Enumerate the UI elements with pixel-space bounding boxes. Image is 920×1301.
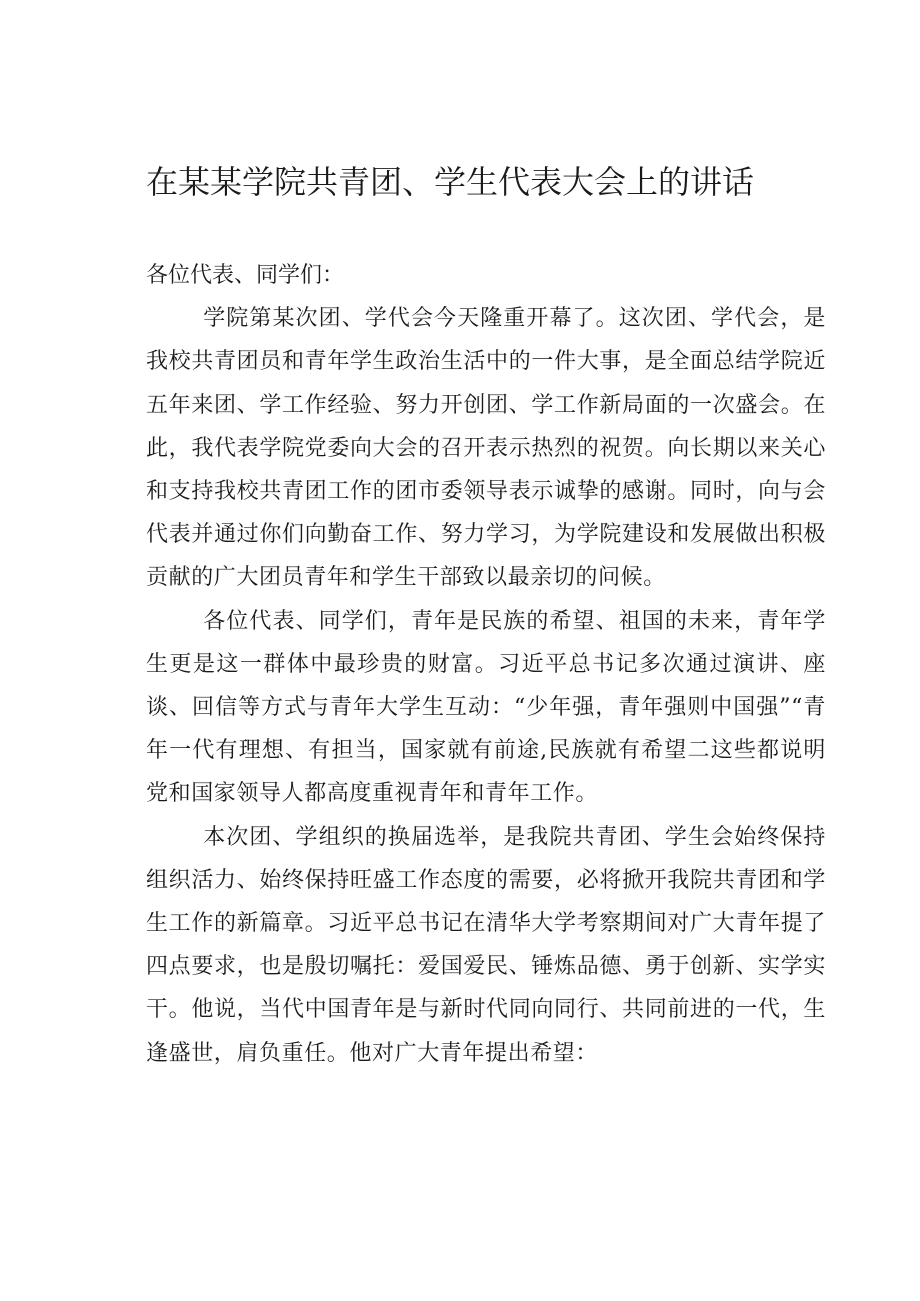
paragraph-2: 各位代表、同学们，青年是民族的希望、祖国的未来，青年学生更是这一群体中最珍贵的财富。习近平总书记多次通过演讲、座谈、回信等方式与青年大学生互动：“少年强，青年强则中国强”“青年一代有理想、有担当，国家就有前途,民族就有希望二这些都说明党和国家领导人都高度重视青年和青年工作。 [146,608,826,807]
document-title: 在某某学院共青团、学生代表大会上的讲话 [146,163,755,201]
paragraph-3: 本次团、学组织的换届选举，是我院共青团、学生会始终保持组织活力、始终保持旺盛工作态度的需要，必将掀开我院共青团和学生工作的新篇章。习近平总书记在清华大学考察期间对广大青年提了四点要求，也是殷切嘱托：爱国爱民、锤炼品德、勇于创新、实学实干。他说，当代中国青年是与新时代同向同行、共同前进的一代，生逢盛世，肩负重任。他对广大青年提出希望： [146,824,826,1066]
paragraph-1: 学院第某次团、学代会今天隆重开幕了。这次团、学代会，是我校共青团员和青年学生政治生活中的一件大事，是全面总结学院近五年来团、学工作经验、努力开创团、学工作新局面的一次盛会。在此，我代表学院党委向大会的召开表示热烈的祝贺。向长期以来关心和支持我校共青团工作的团市委领导表示诚挚的感谢。同时，向与会代表并通过你们向勤奋工作、努力学习，为学院建设和发展做出积极贡献的广大团员青年和学生干部致以最亲切的问候。 [146,306,826,591]
salutation: 各位代表、同学们： [146,263,345,288]
document-body [146,254,826,1075]
